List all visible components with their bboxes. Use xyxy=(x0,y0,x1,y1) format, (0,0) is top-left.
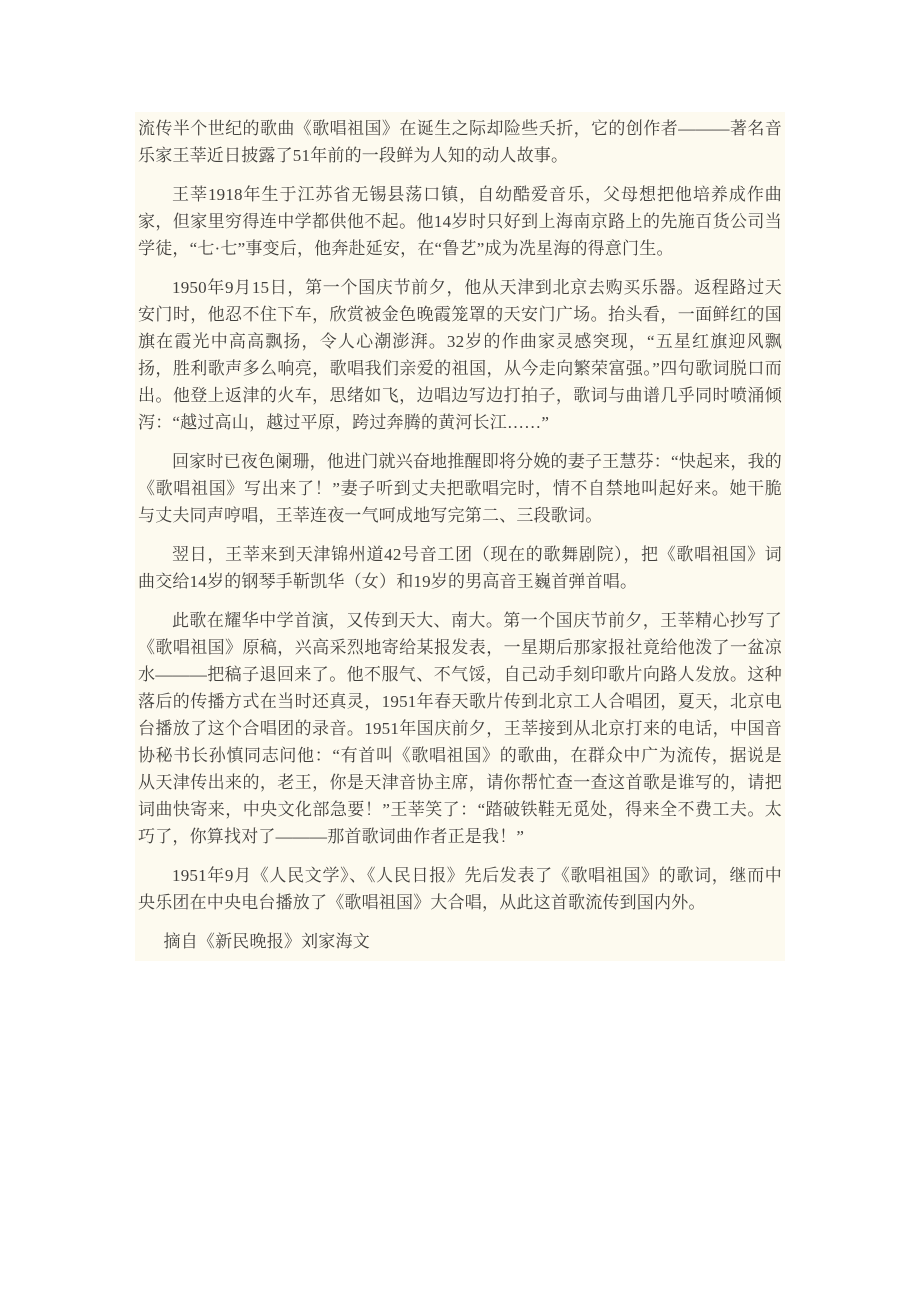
source-attribution: 摘自《新民晚报》刘家海文 xyxy=(163,932,370,951)
paragraph-inspiration: 1950年9月15日，第一个国庆节前夕，他从天津到北京去购买乐器。返程路过天安门时，他忍不住下车，欣赏被金色晚霞笼罩的天安门广场。抬头看，一面鲜红的国旗在霞光中高高飘扬，令人心潮澎湃。32岁的作曲家灵感突现，“五星红旗迎风飘扬，胜利歌声多么响亮，歌唱我们亲爱的祖国，从今走向繁荣富强。”四句歌词脱口而出。他登上返津的火车，思绪如飞，边唱边写边打拍子，歌词与曲谱几乎同时喷涌倾泻：“越过高山，越过平原，跨过奔腾的黄河长江……” xyxy=(138,278,782,432)
paragraph-intro: 流传半个世纪的歌曲《歌唱祖国》在诞生之际却险些夭折，它的创作者———著名音乐家王莘近日披露了51年前的一段鲜为人知的动人故事。 xyxy=(138,119,782,165)
paragraph-early-life: 王莘1918年生于江苏省无锡县荡口镇，自幼酷爱音乐，父母想把他培养成作曲家，但家里穷得连中学都供他不起。他14岁时只好到上海南京路上的先施百货公司当学徒，“七·七”事变后，他奔赴延安，在“鲁艺”成为冼星海的得意门生。 xyxy=(138,185,782,258)
paragraph-home-night: 回家时已夜色阑珊，他进门就兴奋地推醒即将分娩的妻子王慧芬：“快起来，我的《歌唱祖国》写出来了！”妻子听到丈夫把歌唱完时，情不自禁地叫起好来。她干脆与丈夫同声哼唱，王莘连夜一气呵成地写完第二、三段歌词。 xyxy=(138,452,782,525)
paragraph-spread: 此歌在耀华中学首演，又传到天大、南大。第一个国庆节前夕，王莘精心抄写了《歌唱祖国》原稿，兴高采烈地寄给某报发表，一星期后那家报社竟给他泼了一盆凉水———把稿子退回来了。他不服气、不气馁，自己动手刻印歌片向路人发放。这种落后的传播方式在当时还真灵，1951年春天歌片传到北京工人合唱团，夏天，北京电台播放了这个合唱团的录音。1951年国庆前夕，王莘接到从北京打来的电话，中国音协秘书长孙慎同志问他：“有首叫《歌唱祖国》的歌曲，在群众中广为流传，据说是从天津传出来的，老王，你是天津音协主席，请你帮忙查一查这首歌是谁写的，请把词曲快寄来，中央文化部急要！”王莘笑了：“踏破铁鞋无觅处，得来全不费工夫。太巧了，你算找对了———那首歌词曲作者正是我！” xyxy=(138,611,782,846)
paragraph-publication: 1951年9月《人民文学》、《人民日报》先后发表了《歌唱祖国》的歌词，继而中央乐团在中央电台播放了《歌唱祖国》大合唱，从此这首歌流传到国内外。 xyxy=(138,866,782,912)
article-panel xyxy=(135,112,785,961)
paragraph-first-performance: 翌日，王莘来到天津锦州道42号音工团（现在的歌舞剧院），把《歌唱祖国》词曲交给14岁的钢琴手靳凯华（女）和19岁的男高音王巍首弹首唱。 xyxy=(138,545,782,591)
